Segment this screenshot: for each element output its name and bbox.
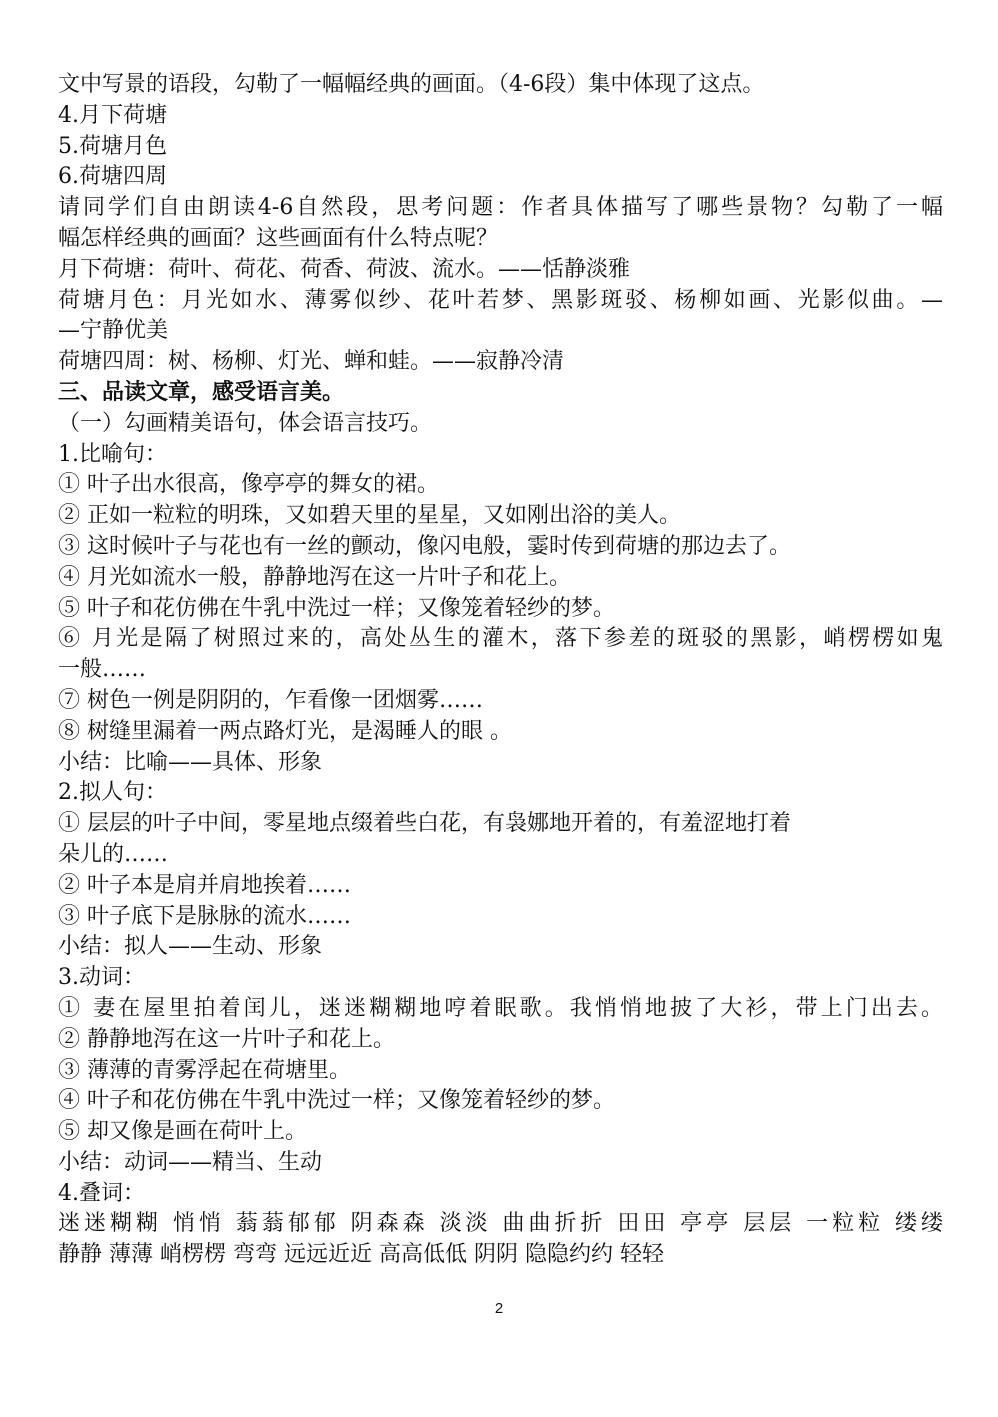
text-line: ③ 叶子底下是脉脉的流水…… (58, 903, 351, 929)
text-line: 荷塘四周：树、杨柳、灯光、蝉和蛙。——寂静冷清 (58, 349, 565, 375)
text-line: 3.动词： (58, 965, 145, 991)
text-line: ② 叶子本是肩并肩地挨着…… (58, 872, 351, 898)
text-line: ② 正如一粒粒的明珠，又如碧天里的星星，又如刚出浴的美人。 (58, 503, 681, 529)
text-line: ⑦ 树色一例是阴阴的，乍看像一团烟雾…… (58, 687, 483, 713)
text-line: 6.荷塘四周 (58, 164, 167, 190)
text-line: 请同学们自由朗读4-6自然段，思考问题：作者具体描写了哪些景物？勾勒了一幅 (58, 195, 943, 221)
text-line: 迷迷糊糊 悄悄 蓊蓊郁郁 阴森森 淡淡 曲曲折折 田田 亭亭 层层 一粒粒 缕缕 (58, 1211, 943, 1237)
document-page (58, 70, 943, 1271)
text-line: 静静 薄薄 峭楞楞 弯弯 远远近近 高高低低 阴阴 隐隐约约 轻轻 (58, 1242, 664, 1268)
text-line: ⑧ 树缝里漏着一两点路灯光，是渴睡人的眼 。 (58, 718, 512, 744)
text-line: ⑤ 却又像是画在荷叶上。 (58, 1119, 307, 1145)
text-line: 朵儿的…… (58, 841, 169, 867)
text-line: 小结：拟人——生动、形象 (58, 934, 323, 960)
section-heading: 三、品读文章，感受语言美。 (58, 379, 345, 405)
text-line: （一）勾画精美语句，体会语言技巧。 (58, 410, 433, 436)
text-line: 文中写景的语段，勾勒了一幅幅经典的画面。（4-6段）集中体现了这点。 (58, 72, 765, 97)
text-line: ① 层层的叶子中间，零星地点缀着些白花，有袅娜地开着的，有羞涩地打着 (58, 811, 791, 837)
page-number: 2 (494, 1300, 504, 1317)
text-line: ③ 薄薄的青雾浮起在荷塘里。 (58, 1057, 351, 1083)
text-line: 荷塘月色：月光如水、薄雾似纱、花叶若梦、黑影斑驳、杨柳如画、光影似曲。— (58, 287, 943, 313)
text-line: —宁静优美 (58, 318, 169, 344)
text-line: 5.荷塘月色 (58, 133, 167, 159)
text-line: 幅怎样经典的画面？这些画面有什么特点呢？ (58, 225, 499, 251)
text-line: ⑥ 月光是隔了树照过来的，高处丛生的灌木，落下参差的斑驳的黑影，峭楞楞如鬼 (58, 626, 943, 652)
text-line: 月下荷塘：荷叶、荷花、荷香、荷波、流水。——恬静淡雅 (58, 256, 631, 282)
text-line: 一般…… (58, 657, 147, 683)
text-line: ① 妻在屋里拍着闰儿，迷迷糊糊地哼着眠歌。我悄悄地披了大衫，带上门出去。 (58, 995, 943, 1021)
text-line: 小结：比喻——具体、形象 (58, 749, 323, 775)
text-line: ④ 月光如流水一般，静静地泻在这一片叶子和花上。 (58, 564, 571, 590)
text-line: 4.叠词： (58, 1180, 145, 1206)
text-line: 4.月下荷塘 (58, 102, 167, 128)
text-line: 1.比喻句： (58, 441, 167, 467)
text-line: ④ 叶子和花仿佛在牛乳中洗过一样；又像笼着轻纱的梦。 (58, 1088, 615, 1114)
text-line: 小结：动词——精当、生动 (58, 1149, 323, 1175)
text-line: ⑤ 叶子和花仿佛在牛乳中洗过一样；又像笼着轻纱的梦。 (58, 595, 615, 621)
text-line: 2.拟人句： (58, 780, 167, 806)
text-line: ③ 这时候叶子与花也有一丝的颤动，像闪电般，霎时传到荷塘的那边去了。 (58, 533, 791, 559)
text-line: ① 叶子出水很高，像亭亭的舞女的裙。 (58, 472, 439, 498)
text-line: ② 静静地泻在这一片叶子和花上。 (58, 1026, 395, 1052)
